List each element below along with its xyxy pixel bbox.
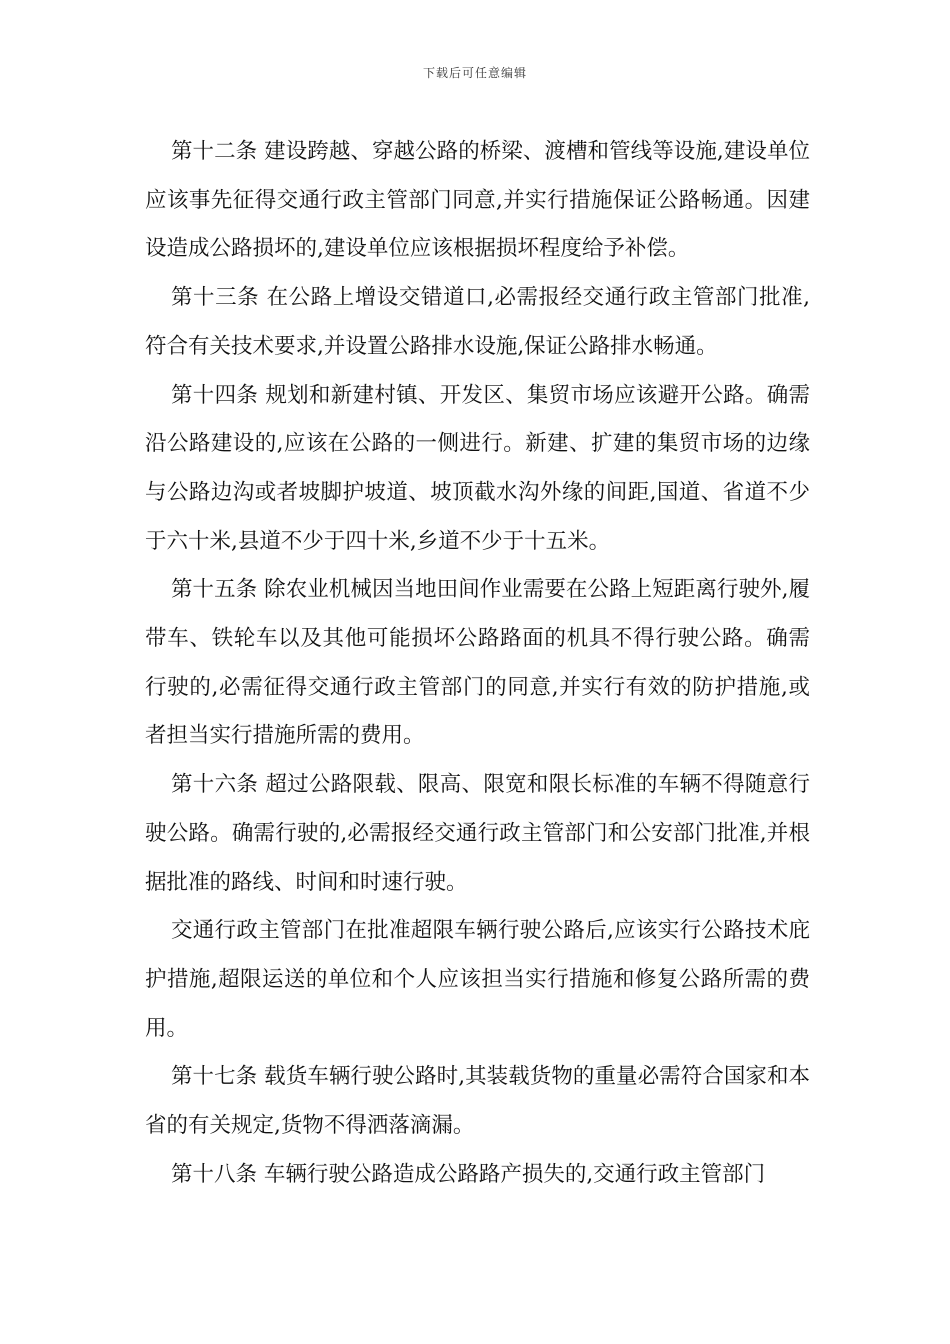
document-body	[145, 128, 810, 1199]
article-12-paragraph: 第十二条 建设跨越、穿越公路的桥梁、渡槽和管线等设施,建设单位应该事先征得交通行政主管部门同意,并实行措施保证公路畅通。因建设造成公路损坏的,建设单位应该根据损坏程度给予补偿。	[145, 139, 810, 262]
article-17-paragraph: 第十七条 载货车辆行驶公路时,其装载货物的重量必需符合国家和本省的有关规定,货物不得洒落滴漏。	[145, 1064, 810, 1139]
article-16-paragraph: 第十六条 超过公路限载、限高、限宽和限长标准的车辆不得随意行驶公路。确需行驶的,必需报经交通行政主管部门和公安部门批准,并根据批准的路线、时间和时速行驶。	[145, 772, 810, 895]
article-16-clause-2-paragraph: 交通行政主管部门在批准超限车辆行驶公路后,应该实行公路技术庇护措施,超限运送的单位和个人应该担当实行措施和修复公路所需的费用。	[145, 918, 810, 1041]
article-15-paragraph: 第十五条 除农业机械因当地田间作业需要在公路上短距离行驶外,履带车、铁轮车以及其他可能损坏公路路面的机具不得行驶公路。确需行驶的,必需征得交通行政主管部门的同意,并实行有效的防护措施,或者担当实行措施所需的费用。	[145, 577, 810, 749]
article-18-paragraph: 第十八条 车辆行驶公路造成公路路产损失的,交通行政主管部门	[171, 1161, 766, 1187]
article-14-paragraph: 第十四条 规划和新建村镇、开发区、集贸市场应该避开公路。确需沿公路建设的,应该在公路的一侧进行。新建、扩建的集贸市场的边缘与公路边沟或者坡脚护坡道、坡顶截水沟外缘的间距,国道、省道不少于六十米,县道不少于四十米,乡道不少于十五米。	[145, 382, 810, 554]
article-13-paragraph: 第十三条 在公路上增设交错道口,必需报经交通行政主管部门批准,符合有关技术要求,并设置公路排水设施,保证公路排水畅通。	[145, 285, 810, 359]
page-header: 下载后可任意编辑	[422, 66, 527, 80]
